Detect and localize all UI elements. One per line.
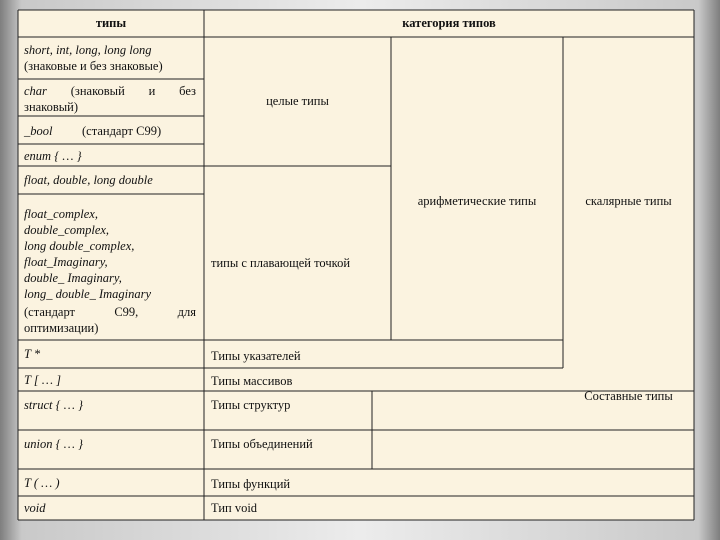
row-char-word3: и xyxy=(148,84,156,98)
category-struct: Типы структур xyxy=(211,398,291,412)
row-char-word4: без xyxy=(179,84,196,98)
row-char-word2: (знаковый xyxy=(70,84,125,98)
category-void: Тип void xyxy=(211,501,258,515)
row-float: float, double, long double xyxy=(24,173,153,187)
category-array: Типы массивов xyxy=(211,374,293,388)
header-types: типы xyxy=(95,16,127,30)
row-complex-3: long double_complex, xyxy=(24,239,135,253)
row-void: void xyxy=(24,501,46,515)
row-bool-note: (стандарт C99) xyxy=(82,124,162,138)
category-floating: типы с плавающей точкой xyxy=(211,256,351,270)
row-char-line1 xyxy=(24,83,196,99)
category-scalar: скалярные типы xyxy=(585,194,672,208)
row-complex-1: float_complex, xyxy=(24,207,98,221)
category-composite: Составные типы xyxy=(584,389,673,403)
row-char-code: char xyxy=(24,84,47,98)
row-complex-note-w2: C99, xyxy=(114,305,139,319)
row-enum: enum { … } xyxy=(24,149,82,163)
row-complex-4: float_Imaginary, xyxy=(24,255,108,269)
row-pointer: T * xyxy=(24,347,41,361)
row-union: union { … } xyxy=(24,437,83,451)
row-complex-5: double_ Imaginary, xyxy=(24,271,122,285)
row-complex-note-line2: оптимизации) xyxy=(24,321,99,335)
row-complex-note-w1: (стандарт xyxy=(24,305,76,319)
category-arithmetic: арифметические типы xyxy=(417,194,537,208)
row-struct: struct { … } xyxy=(24,398,83,412)
row-char-line2: знаковый) xyxy=(24,100,79,114)
row-complex-6: long_ double_ Imaginary xyxy=(24,287,152,301)
row-complex-2: double_complex, xyxy=(24,223,110,237)
header-categories: категория типов xyxy=(402,16,496,30)
row-complex-note-w3: для xyxy=(177,305,196,319)
row-array: T [ … ] xyxy=(24,373,61,387)
category-function: Типы функций xyxy=(211,477,291,491)
row-int-signedness: (знаковые и без знаковые) xyxy=(24,59,163,73)
row-complex-note-line1 xyxy=(24,304,196,320)
category-pointer: Типы указателей xyxy=(211,349,301,363)
row-function: T ( … ) xyxy=(24,476,60,490)
category-integer: целые типы xyxy=(266,94,329,108)
row-int-types: short, int, long, long long xyxy=(24,43,152,57)
row-bool-code: _bool xyxy=(24,124,53,138)
category-union: Типы объединений xyxy=(211,437,313,451)
